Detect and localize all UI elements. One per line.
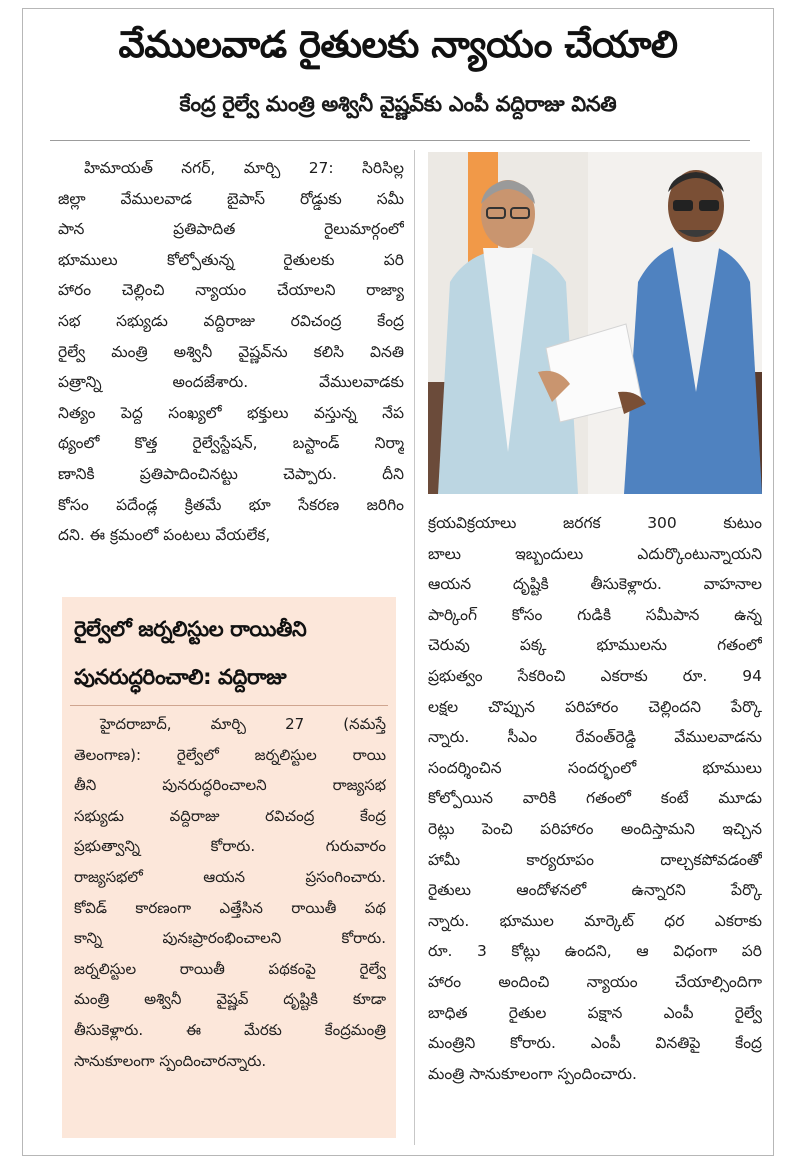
text-line: సానుకూలంగా స్పందించారన్నారు.: [74, 1051, 267, 1070]
text-line: ప్రభుత్వాన్ని కోరారు. గురువారం: [74, 837, 386, 856]
text-line: రైతులు ఆందోళనలో ఉన్నారని పేర్కొ: [428, 881, 762, 900]
text-line: జిల్లా వేములవాడ బైపాస్ రోడ్డుకు సమీ: [58, 189, 404, 208]
text-line: కాన్ని పునఃప్రారంభించాలని కోరారు.: [74, 929, 386, 948]
text-line: హామీ కార్యరూపం దాల్చకపోవడంతో: [428, 850, 762, 869]
main-story-right-column: [428, 508, 762, 1089]
handshake-photo-illustration: [428, 152, 762, 494]
sidebar-title: [74, 605, 386, 701]
text-line: మంత్రి సానుకూలంగా స్పందించారు.: [428, 1064, 637, 1083]
sidebar-title-line-1: రైల్వేలో జర్నలిస్టుల రాయితీని: [74, 617, 307, 641]
text-line: కోవిడ్ కారణంగా ఎత్తేసిన రాయితీ పథ: [74, 898, 386, 917]
text-line: బాలు ఇబ్బందులు ఎదుర్కొంటున్నాయని: [428, 544, 762, 563]
main-story-left-column: [58, 153, 404, 551]
text-line: సభ్యుడు వద్దిరాజు రవిచంద్ర కేంద్ర: [74, 806, 386, 825]
text-line: హారం చెల్లించి న్యాయం చేయాలని రాజ్యా: [58, 281, 404, 300]
text-line: హిమాయత్ నగర్, మార్చి 27: సిరిసిల్ల: [84, 159, 404, 177]
text-line: భూములు కోల్పోతున్న రైతులకు పరి: [58, 250, 404, 269]
text-line: తీసుకెళ్లారు. ఈ మేరకు కేంద్రమంత్రి: [74, 1020, 386, 1039]
text-line: పాన ప్రతిపాదిత రైలుమార్గంలో: [58, 220, 404, 239]
sidebar-title-line-2: పునరుద్ధరించాలి: వద్దిరాజు: [74, 665, 287, 689]
text-line: న్నారు. సీఎం రేవంత్‌రెడ్డి వేములవాడను: [428, 728, 762, 747]
text-line: సభ సభ్యుడు వద్దిరాజు రవిచంద్ర కేంద్ర: [58, 311, 404, 330]
text-line: కోసం పదేండ్ల క్రితమే భూ సేకరణ జరిగిం: [58, 495, 404, 514]
text-line: పత్రాన్ని అందజేశారు. వేములవాడకు: [58, 373, 404, 392]
text-line: బాధిత రైతుల పక్షాన ఎంపీ రైల్వే: [428, 1003, 762, 1022]
text-line: రెట్లు పెంచి పరిహారం అందిస్తామని ఇచ్చిన: [428, 819, 762, 838]
text-line: మంత్రి అశ్వినీ వైష్ణవ్ దృష్టికి కూడా: [74, 990, 386, 1009]
text-line: మంత్రిని కోరారు. ఎంపీ వినతిపై కేంద్ర: [428, 1034, 762, 1053]
text-line: పార్కింగ్ కోసం గుడికి సమీపాన ఉన్న: [428, 605, 762, 624]
sidebar-body: [74, 709, 386, 1076]
text-line: దని. ఈ క్రమంలో పంటలు వేయలేక,: [58, 526, 271, 545]
text-line: తీని పునరుద్ధరించాలని రాజ్యసభ: [74, 776, 386, 795]
text-line: ఆయన దృష్టికి తీసుకెళ్లారు. వాహనాల: [428, 575, 762, 594]
text-line: హారం అందించి న్యాయం చేయాల్సిందిగా: [428, 972, 762, 991]
text-line: క్రయవిక్రయాలు జరగక 300 కుటుం: [428, 514, 762, 532]
text-line: రూ. 3 కోట్లు ఉందని, ఆ విధంగా పరి: [428, 942, 762, 961]
text-line: రాజ్యసభలో ఆయన ప్రసంగించారు.: [74, 867, 386, 886]
text-line: జర్నలిస్టుల రాయితీ పథకంపై రైల్వే: [74, 959, 386, 978]
text-line: థ్యంలో కొత్త రైల్వేస్టేషన్, బస్టాండ్ నిర్మా: [58, 434, 404, 453]
text-line: న్నారు. భూముల మార్కెట్ ధర ఎకరాకు: [428, 911, 762, 930]
text-line: నిత్యం పెద్ద సంఖ్యలో భక్తులు వస్తున్న నేప: [58, 403, 404, 422]
headline: వేములవాడ రైతులకు న్యాయం చేయాలి: [118, 23, 678, 66]
sidebar-box: [62, 597, 396, 1138]
text-line: హైదరాబాద్, మార్చి 27 (నమస్తే: [100, 715, 386, 733]
text-line: రైల్వే మంత్రి అశ్వినీ వైష్ణవ్‌ను కలిసి వినతి: [58, 342, 404, 361]
text-line: చెరువు పక్క భూములను గతంలో: [428, 636, 762, 655]
text-line: తెలంగాణ): రైల్వేలో జర్నలిస్టుల రాయి: [74, 745, 386, 764]
text-line: సందర్శించిన సందర్భంలో భూములు: [428, 758, 762, 777]
header-rule: [50, 140, 750, 141]
text-line: కోల్పోయిన వారికి గతంలో కంటే మూడు: [428, 789, 762, 808]
text-line: ప్రభుత్వం సేకరించి ఎకరాకు రూ. 94: [428, 666, 762, 685]
column-divider: [414, 150, 415, 1145]
text-line: ణానికి ప్రతిపాదించినట్టు చెప్పారు. దీని: [58, 464, 404, 483]
text-line: లక్షల చొప్పున పరిహారం చెల్లిందని పేర్కొ: [428, 697, 762, 716]
sidebar-rule: [70, 705, 388, 706]
news-photo: [428, 152, 762, 494]
subheadline: కేంద్ర రైల్వే మంత్రి అశ్వినీ వైష్ణవ్‌కు ఎంపీ వద్దిరాజు వినతి: [179, 92, 617, 116]
